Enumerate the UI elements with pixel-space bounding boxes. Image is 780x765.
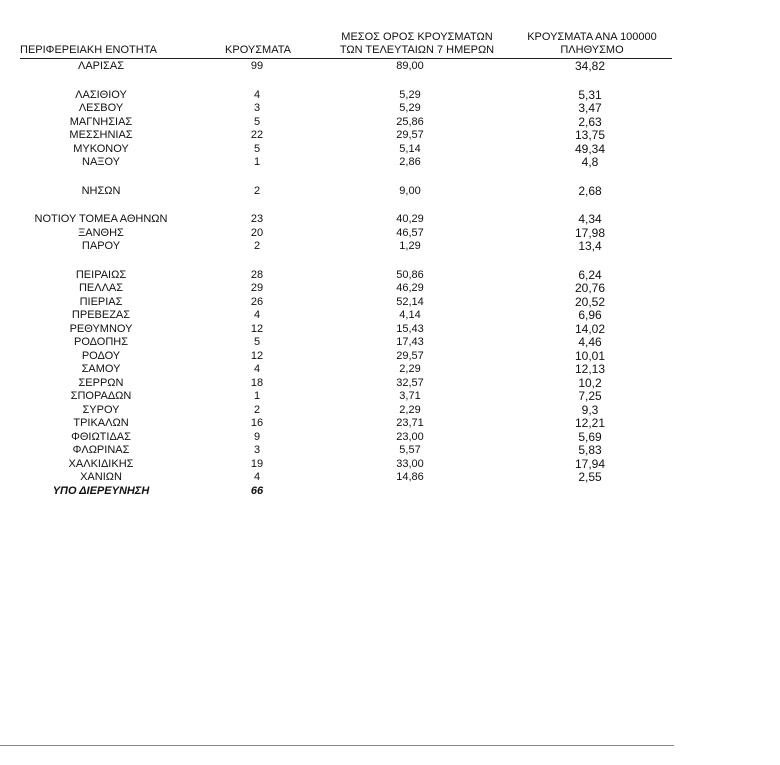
cell-average: 40,29 — [396, 213, 424, 225]
cell-per-100k: 7,25 — [578, 389, 602, 403]
cell-region: ΠΡΕΒΕΖΑΣ — [71, 309, 131, 321]
footer-divider — [0, 745, 674, 746]
cell-region: ΥΠΟ ΔΙΕΡΕΥΝΗΣΗ — [52, 484, 150, 497]
cell-average: 29,57 — [396, 349, 424, 362]
cell-average: 46,57 — [396, 226, 424, 239]
cell-per-100k: 5,31 — [578, 87, 602, 102]
cell-average: 29,57 — [396, 129, 424, 141]
cell-per-100k: 6,24 — [578, 267, 602, 282]
cell-per-100k: 17,98 — [574, 225, 606, 240]
cell-cases: 3 — [253, 444, 261, 456]
table-row — [0, 471, 780, 485]
cell-region: ΠΑΡΟΥ — [81, 240, 121, 252]
table-row — [0, 390, 780, 404]
header-average-line1: ΜΕΣΟΣ ΟΡΟΣ ΚΡΟΥΣΜΑΤΩΝ — [341, 31, 493, 43]
cell-average: 4,14 — [399, 309, 421, 321]
cell-region: ΜΕΣΣΗΝΙΑΣ — [69, 129, 133, 141]
cell-cases: 23 — [250, 213, 264, 225]
cell-region: ΣΥΡΟΥ — [82, 403, 120, 416]
table-row — [0, 363, 780, 377]
cell-average: 23,00 — [396, 430, 424, 443]
cell-average: 9,00 — [399, 184, 421, 197]
cell-cases: 29 — [250, 282, 264, 294]
cell-per-100k: 4,46 — [578, 335, 602, 349]
cell-cases: 5 — [253, 336, 261, 348]
cell-per-100k: 20,52 — [574, 294, 606, 309]
cell-per-100k: 13,4 — [578, 239, 602, 253]
cell-cases: 5 — [253, 115, 261, 128]
table-row — [0, 240, 780, 254]
cell-per-100k: 3,47 — [578, 101, 602, 115]
header-per-100k-line2: ΠΛΗΘΥΣΜΟ — [560, 44, 624, 56]
cell-average: 2,86 — [399, 156, 421, 168]
cell-region: ΧΑΝΙΩΝ — [80, 471, 122, 483]
cell-cases: 99 — [250, 60, 264, 72]
table-row — [0, 458, 780, 472]
cell-cases: 5 — [253, 142, 261, 155]
table-row — [0, 404, 780, 418]
header-per-100k — [514, 31, 670, 57]
cell-average: 52,14 — [396, 295, 424, 308]
cell-cases: 16 — [250, 417, 264, 429]
cell-region: ΡΟΔΟΠΗΣ — [73, 336, 129, 348]
cell-cases: 9 — [253, 430, 261, 443]
cell-cases: 12 — [250, 322, 264, 335]
cell-region: ΝΗΣΩΝ — [81, 184, 121, 197]
cell-region: ΝΟΤΙΟΥ ΤΟΜΕΑ ΑΘΗΝΩΝ — [34, 213, 168, 225]
table-row — [0, 143, 780, 157]
data-table-body — [0, 60, 780, 498]
header-average-line2: ΤΩΝ ΤΕΛΕΥΤΑΙΩΝ 7 ΗΜΕΡΩΝ — [339, 44, 495, 56]
cell-per-100k: 9,3 — [581, 402, 599, 417]
cell-cases: 28 — [250, 268, 264, 281]
cell-average: 2,29 — [399, 363, 421, 375]
table-row — [0, 377, 780, 391]
cell-region: ΠΙΕΡΙΑΣ — [79, 295, 123, 308]
table-row — [0, 227, 780, 241]
cell-region: ΛΑΣΙΘΙΟΥ — [75, 88, 127, 101]
header-region: ΠΕΡΙΦΕΡΕΙΑΚΗ ΕΝΟΤΗΤΑ — [20, 44, 157, 56]
cell-average: 25,86 — [396, 115, 424, 128]
cell-average: 5,14 — [399, 142, 421, 155]
table-row — [0, 431, 780, 445]
table-row — [0, 444, 780, 458]
cell-cases: 4 — [253, 309, 261, 321]
table-row — [0, 156, 780, 170]
cell-average: 89,00 — [396, 60, 424, 72]
cell-cases: 2 — [253, 403, 261, 416]
cell-average: 2,29 — [399, 403, 421, 416]
cell-average: 32,57 — [396, 376, 424, 389]
cell-cases: 4 — [253, 471, 261, 483]
cell-cases: 22 — [250, 129, 264, 141]
cell-region: ΜΑΓΝΗΣΙΑΣ — [69, 115, 133, 128]
cell-per-100k: 20,76 — [574, 281, 606, 295]
cell-cases: 3 — [253, 102, 261, 114]
cell-region: ΣΑΜΟΥ — [81, 363, 121, 375]
header-average — [326, 31, 508, 57]
cell-average: 50,86 — [396, 268, 424, 281]
cell-average: 3,71 — [399, 390, 421, 402]
cell-per-100k: 2,68 — [578, 183, 602, 198]
table-row — [0, 296, 780, 310]
cell-region: ΡΟΔΟΥ — [81, 349, 121, 362]
cell-per-100k: 12,21 — [574, 416, 606, 430]
table-row — [0, 350, 780, 364]
cell-region: ΦΛΩΡΙΝΑΣ — [72, 444, 130, 456]
table-row — [0, 102, 780, 116]
table-row — [0, 185, 780, 199]
cell-cases: 18 — [250, 376, 264, 389]
cell-per-100k: 4,34 — [578, 212, 602, 226]
cell-per-100k: 34,82 — [574, 59, 606, 73]
cell-region: ΝΑΞΟΥ — [82, 156, 120, 168]
cell-per-100k: 49,34 — [574, 141, 606, 156]
cell-average: 5,29 — [399, 88, 421, 101]
cell-cases: 1 — [253, 156, 261, 168]
cell-per-100k: 10,01 — [574, 348, 606, 363]
header-cases: ΚΡΟΥΣΜΑΤΑ — [225, 44, 291, 56]
cell-per-100k: 5,83 — [578, 443, 602, 457]
header-per-100k-line1: ΚΡΟΥΣΜΑΤΑ ΑΝΑ 100000 — [527, 31, 657, 43]
cell-per-100k: 6,96 — [578, 308, 602, 322]
table-row — [0, 269, 780, 283]
cell-region: ΣΠΟΡΑΔΩΝ — [70, 390, 132, 402]
table-row — [0, 129, 780, 143]
table-row — [0, 336, 780, 350]
cell-per-100k: 4,8 — [581, 155, 599, 169]
table-row — [0, 309, 780, 323]
cell-region: ΣΕΡΡΩΝ — [78, 376, 124, 389]
table-row — [0, 213, 780, 227]
cell-average: 1,29 — [399, 240, 421, 252]
cell-cases: 2 — [253, 184, 261, 197]
cell-cases: 4 — [253, 88, 261, 101]
cell-region: ΧΑΛΚΙΔΙΚΗΣ — [68, 457, 134, 470]
cell-region: ΞΑΝΘΗΣ — [78, 226, 124, 239]
cell-average: 17,43 — [396, 336, 424, 348]
cell-per-100k: 17,94 — [574, 456, 606, 471]
table-row — [0, 417, 780, 431]
cell-per-100k: 2,63 — [578, 114, 602, 129]
cell-cases: 1 — [253, 390, 261, 402]
table-row — [0, 89, 780, 103]
table-row — [0, 323, 780, 337]
cell-cases: 19 — [250, 457, 264, 470]
table-row — [0, 282, 780, 296]
cell-region: ΦΘΙΩΤΙΔΑΣ — [71, 430, 131, 443]
cell-per-100k: 13,75 — [574, 128, 606, 142]
cell-average: 23,71 — [396, 417, 424, 429]
cell-per-100k: 12,13 — [574, 362, 606, 376]
cell-cases: 20 — [250, 226, 264, 239]
cell-per-100k: 14,02 — [574, 321, 606, 336]
cell-average: 15,43 — [396, 322, 424, 335]
cell-per-100k: 10,2 — [578, 375, 602, 390]
cell-region: ΛΕΣΒΟΥ — [78, 102, 124, 114]
cell-cases: 12 — [250, 349, 264, 362]
cell-average: 46,29 — [396, 282, 424, 294]
cell-average: 5,57 — [399, 444, 421, 456]
cell-cases: 2 — [253, 240, 261, 252]
cell-per-100k: 5,69 — [578, 429, 602, 444]
cell-region: ΜΥΚΟΝΟΥ — [73, 142, 129, 155]
cell-cases: 66 — [250, 484, 264, 497]
cell-region: ΤΡΙΚΑΛΩΝ — [73, 417, 129, 429]
cell-average: 14,86 — [396, 471, 424, 483]
cell-average: 5,29 — [399, 102, 421, 114]
cell-region: ΠΕΙΡΑΙΩΣ — [75, 268, 127, 281]
cell-cases: 4 — [253, 363, 261, 375]
cell-cases: 26 — [250, 295, 264, 308]
table-row — [0, 116, 780, 130]
cell-average: 33,00 — [396, 457, 424, 470]
table-row — [0, 60, 780, 74]
cell-region: ΡΕΘΥΜΝΟΥ — [69, 322, 133, 335]
table-row — [0, 485, 780, 499]
cell-per-100k: 2,55 — [578, 470, 602, 484]
cell-region: ΛΑΡΙΣΑΣ — [77, 60, 124, 72]
cell-region: ΠΕΛΛΑΣ — [78, 282, 124, 294]
